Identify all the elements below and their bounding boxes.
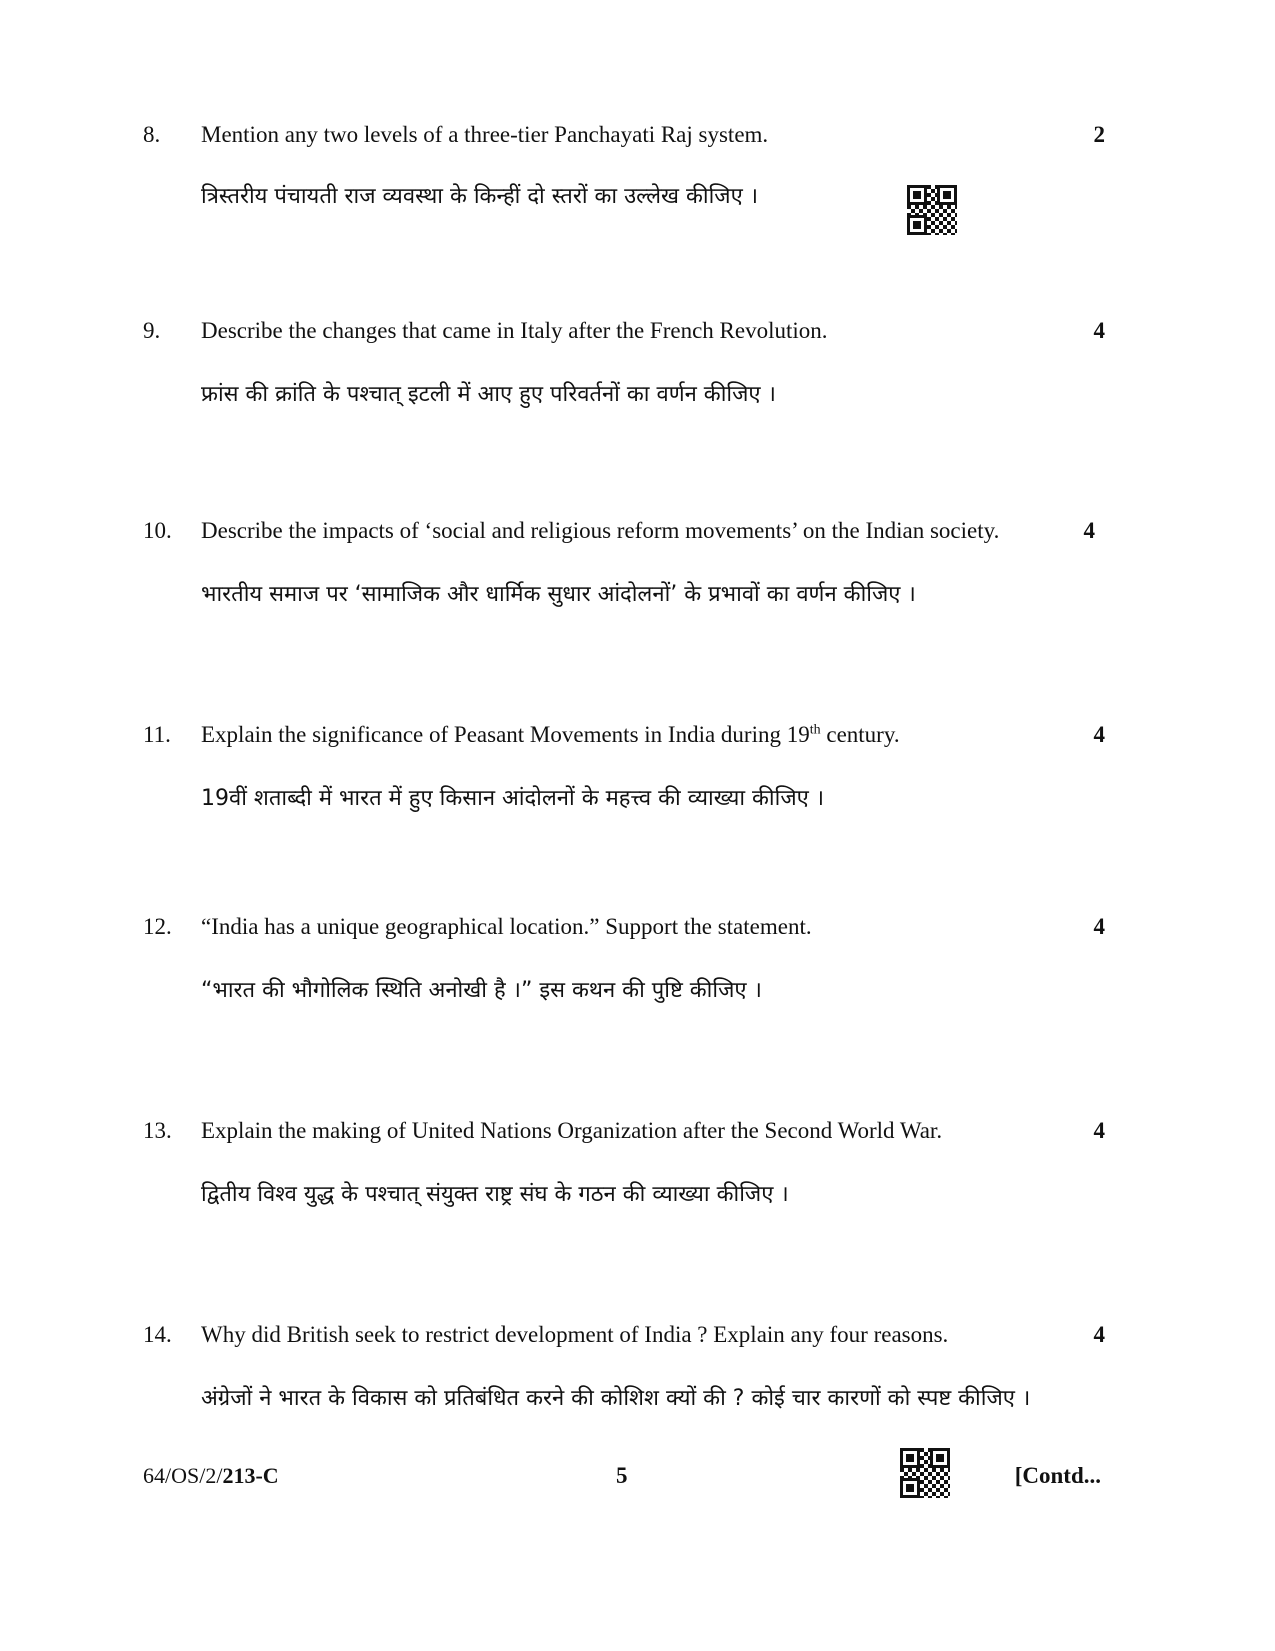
question-hindi: भारतीय समाज पर ‘सामाजिक और धार्मिक सुधार आंदोलनों’ के प्रभावों का वर्णन कीजिए । <box>201 582 916 607</box>
question-hindi: 19वीं शताब्दी में भारत में हुए किसान आंदोलनों के महत्त्व की व्याख्या कीजिए । <box>201 786 825 811</box>
question-hindi: द्वितीय विश्व युद्ध के पश्चात् संयुक्त राष्ट्र संघ के गठन की व्याख्या कीजिए । <box>201 1182 789 1207</box>
question-marks: 4 <box>1093 1322 1105 1347</box>
question-number: 14. <box>143 1322 172 1347</box>
paper-code-prefix: 64/OS/2/ <box>143 1463 223 1488</box>
question-hindi: “भारत की भौगोलिक स्थिति अनोखी है ।” इस कथन की पुष्टि कीजिए । <box>201 978 762 1003</box>
question-marks: 4 <box>1093 318 1105 343</box>
page-number: 5 <box>616 1463 628 1488</box>
question-marks: 4 <box>1093 722 1105 747</box>
question-hindi: अंग्रेजों ने भारत के विकास को प्रतिबंधित करने की कोशिश क्यों की ? कोई चार कारणों को स्पष्ट कीजिए । <box>201 1386 1031 1411</box>
question-number: 10. <box>143 518 172 543</box>
question-marks: 2 <box>1093 122 1105 147</box>
question-english: Explain the making of United Nations Organization after the Second World War. <box>201 1118 943 1143</box>
question-number: 9. <box>143 318 161 343</box>
question-marks: 4 <box>1093 1118 1105 1143</box>
question-english: Describe the impacts of ‘social and religious reform movements’ on the Indian society. <box>201 518 1000 543</box>
question-marks: 4 <box>1083 518 1095 543</box>
question-english: Describe the changes that came in Italy after the French Revolution. <box>201 318 828 343</box>
question-english <box>201 722 900 748</box>
question-number: 11. <box>143 722 171 747</box>
question-number: 8. <box>143 122 161 147</box>
question-english: “India has a unique geographical location.” Support the statement. <box>201 914 812 939</box>
question-english-part: Explain the significance of Peasant Movements in India during 19 <box>201 722 810 747</box>
question-number: 13. <box>143 1118 172 1143</box>
question-hindi: फ्रांस की क्रांति के पश्चात् इटली में आए हुए परिवर्तनों का वर्णन कीजिए । <box>201 382 776 407</box>
paper-code <box>143 1463 279 1489</box>
paper-code-suffix: 213-C <box>222 1463 279 1488</box>
qr-code-icon <box>907 185 957 235</box>
question-number: 12. <box>143 914 172 939</box>
question-marks: 4 <box>1093 914 1105 939</box>
question-english: Why did British seek to restrict development of India ? Explain any four reasons. <box>201 1322 949 1347</box>
question-english: Mention any two levels of a three-tier Panchayati Raj system. <box>201 122 769 147</box>
continued-label: [Contd... <box>1014 1463 1101 1488</box>
question-english-part: century. <box>820 722 900 747</box>
ordinal-suffix: th <box>809 722 821 738</box>
question-hindi: त्रिस्तरीय पंचायती राज व्यवस्था के किन्हीं दो स्तरों का उल्लेख कीजिए । <box>201 184 759 209</box>
qr-code-icon <box>900 1448 950 1498</box>
